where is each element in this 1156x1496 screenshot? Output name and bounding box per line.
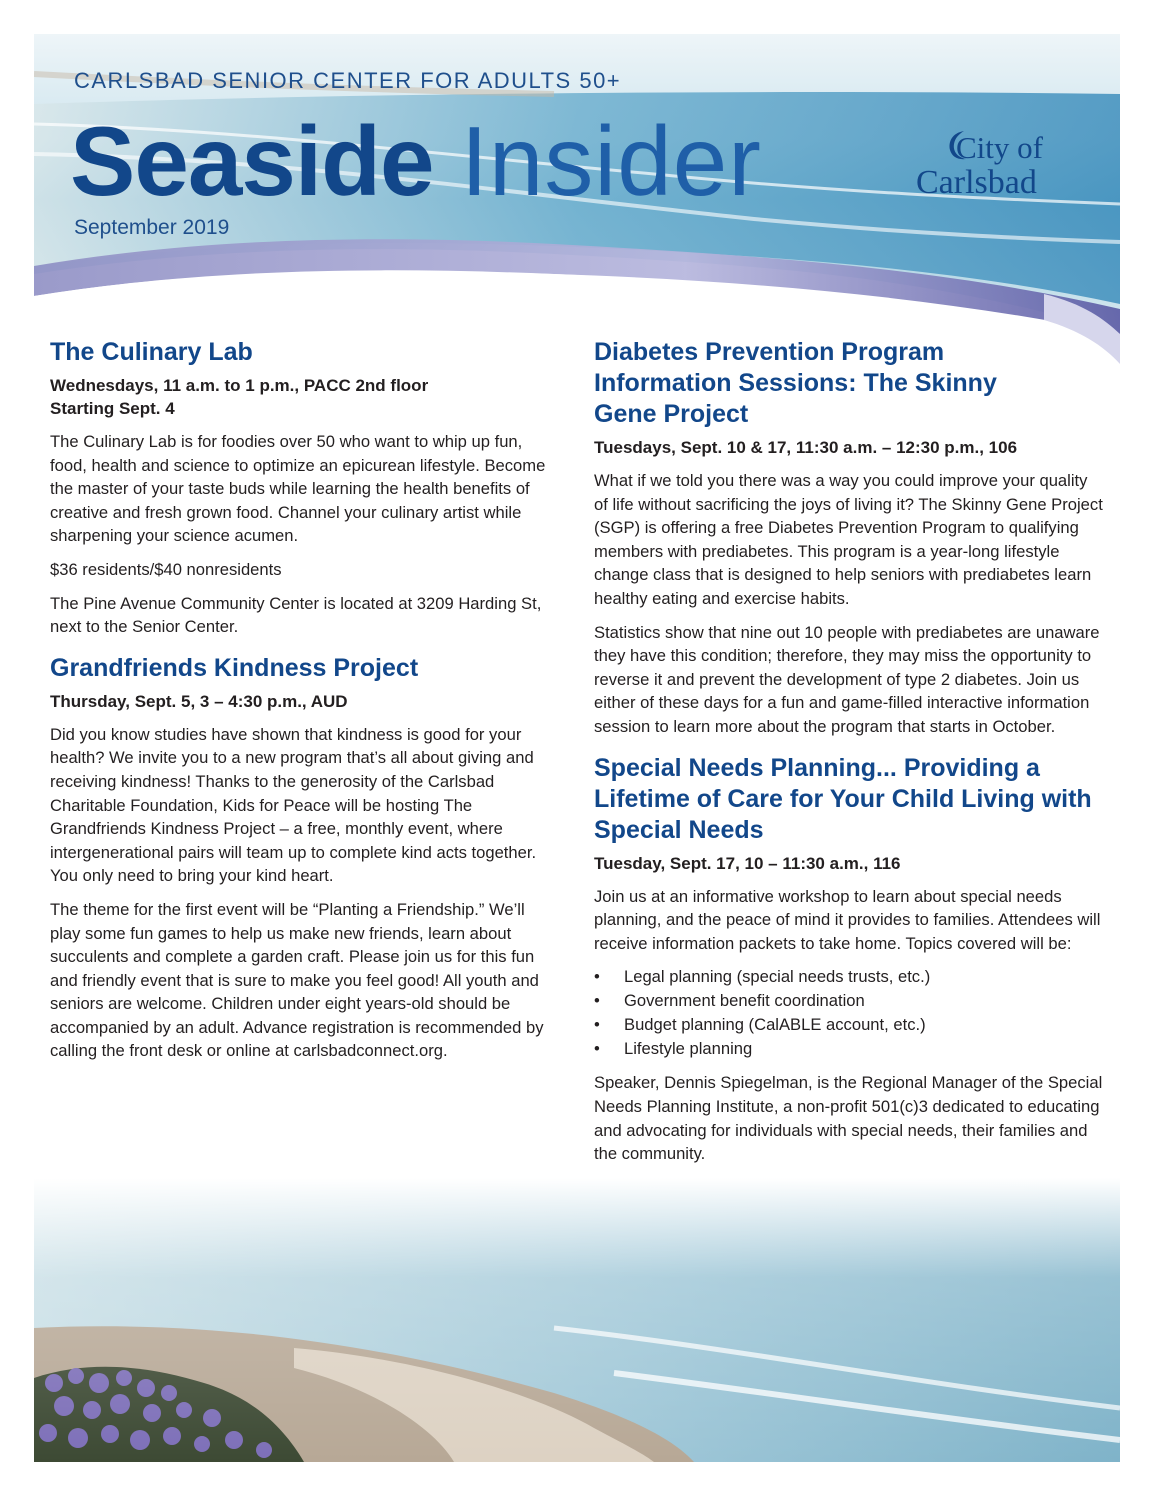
masthead-banner — [34, 34, 1120, 364]
logo-line-2: Carlsbad — [916, 164, 1037, 201]
topics-list — [594, 965, 1104, 1061]
special-needs-description: Join us at an informative workshop to learn about special needs planning, and the peace of mind it provides to families. Attendees will receive information packets to take home. Topics covered will be: — [594, 886, 1101, 953]
city-logo — [916, 130, 1096, 210]
list-item — [594, 965, 1104, 989]
left-column — [50, 337, 550, 1077]
culinary-schedule-line-2: Starting Sept. 4 — [50, 399, 175, 418]
culinary-location: The Pine Avenue Community Center is located at 3209 Harding St, next to the Senior Center. — [50, 593, 542, 637]
grandfriends-schedule: Thursday, Sept. 5, 3 – 4:30 p.m., AUD — [50, 691, 348, 711]
publisher-kicker: CARLSBAD SENIOR CENTER FOR ADULTS 50+ — [74, 68, 622, 93]
diabetes-statistics: Statistics show that nine out 10 people with prediabetes are unaware they have this condition; therefore, they may miss the opportunity to reverse it and prevent the development of type 2 diabetes. Join us either of these days for a fun and game-filled interactive information session to learn more about the program that starts in October. — [594, 622, 1100, 736]
culinary-title: The Culinary Lab — [50, 338, 253, 366]
masthead-title-bold: Seaside — [70, 106, 434, 216]
list-item-text: Government benefit coordination — [624, 991, 865, 1011]
logo-line-1: City of — [956, 130, 1043, 165]
culinary-schedule — [50, 374, 550, 420]
diabetes-section — [594, 337, 1104, 739]
special-needs-section — [594, 753, 1104, 1166]
coastline-image — [34, 1178, 1120, 1462]
bullet: • — [594, 1039, 600, 1059]
bullet: • — [594, 991, 600, 1011]
diabetes-title: Diabetes Prevention Program Information Sessions: The Skinny Gene Project — [594, 338, 997, 428]
bullet: • — [594, 1015, 600, 1035]
list-item — [594, 1013, 1104, 1037]
list-item-text: Budget planning (CalABLE account, etc.) — [624, 1015, 926, 1035]
footer-coast-image — [34, 1178, 1120, 1462]
special-needs-title: Special Needs Planning... Providing a Lifetime of Care for Your Child Living with Special Needs — [594, 753, 1092, 844]
masthead-title-light: Insider — [460, 106, 762, 216]
diabetes-description: What if we told you there was a way you could improve your quality of life without sacrificing the joys of living it? The Skinny Gene Project (SGP) is offering a free Diabetes Prevention Program to qualifying members with prediabetes. This program is a year-long lifestyle change class that is designed to help seniors with prediabetes learn healthy eating and exercise habits. — [594, 471, 1103, 608]
culinary-schedule-line-1: Wednesdays, 11 a.m. to 1 p.m., PACC 2nd floor — [50, 376, 429, 395]
newsletter-page — [34, 34, 1120, 1462]
list-item-text: Legal planning (special needs trusts, etc.) — [624, 967, 931, 987]
grandfriends-title: Grandfriends Kindness Project — [50, 653, 419, 682]
culinary-lab-section — [50, 337, 550, 639]
grandfriends-description: Did you know studies have shown that kindness is good for your health? We invite you to a new program that’s all about giving and receiving kindness! Thanks to the generosity of the Carlsbad Charitable Foundation, Kids for Peace will be hosting The Grandfriends Kindness Project – a free, monthly event, where intergenerational pairs will team up to complete kind acts together. You only need to bring your kind heart. — [50, 724, 537, 886]
diabetes-schedule: Tuesdays, Sept. 10 & 17, 11:30 a.m. – 12:30 p.m., 106 — [594, 438, 1018, 457]
list-item — [594, 989, 1104, 1013]
masthead-title — [70, 106, 762, 216]
bullet: • — [594, 967, 600, 987]
issue-date: September 2019 — [74, 216, 230, 239]
speaker-bio: Speaker, Dennis Spiegelman, is the Regional Manager of the Special Needs Planning Institute, a non-profit 501(c)3 dedicated to educating and advocating for individuals with special needs, their families and the community. — [594, 1073, 1103, 1164]
list-item-text: Lifestyle planning — [624, 1039, 753, 1059]
culinary-description: The Culinary Lab is for foodies over 50 who want to whip up fun, food, health and science to optimize an epicurean lifestyle. Become the master of your taste buds while learning the health benefits of creative and fresh grown food. Channel your culinary artist while sharpening your science acumen. — [50, 432, 546, 546]
right-column — [594, 337, 1104, 1180]
culinary-price: $36 residents/$40 nonresidents — [50, 559, 282, 579]
grandfriends-theme: The theme for the first event will be “Planting a Friendship.” We’ll play some fun games to help us make new friends, learn about succulents and complete a garden craft. Please join us for this fun and friendly event that is sure to make you feel good! All youth and seniors are welcome. Children under eight years-old should be accompanied by an adult. Advance registration is recommended by calling the front desk or online at carlsbadconnect.org. — [50, 899, 544, 1061]
special-needs-schedule: Tuesday, Sept. 17, 10 – 11:30 a.m., 116 — [594, 853, 901, 873]
list-item — [594, 1037, 1104, 1061]
grandfriends-section — [50, 653, 550, 1063]
